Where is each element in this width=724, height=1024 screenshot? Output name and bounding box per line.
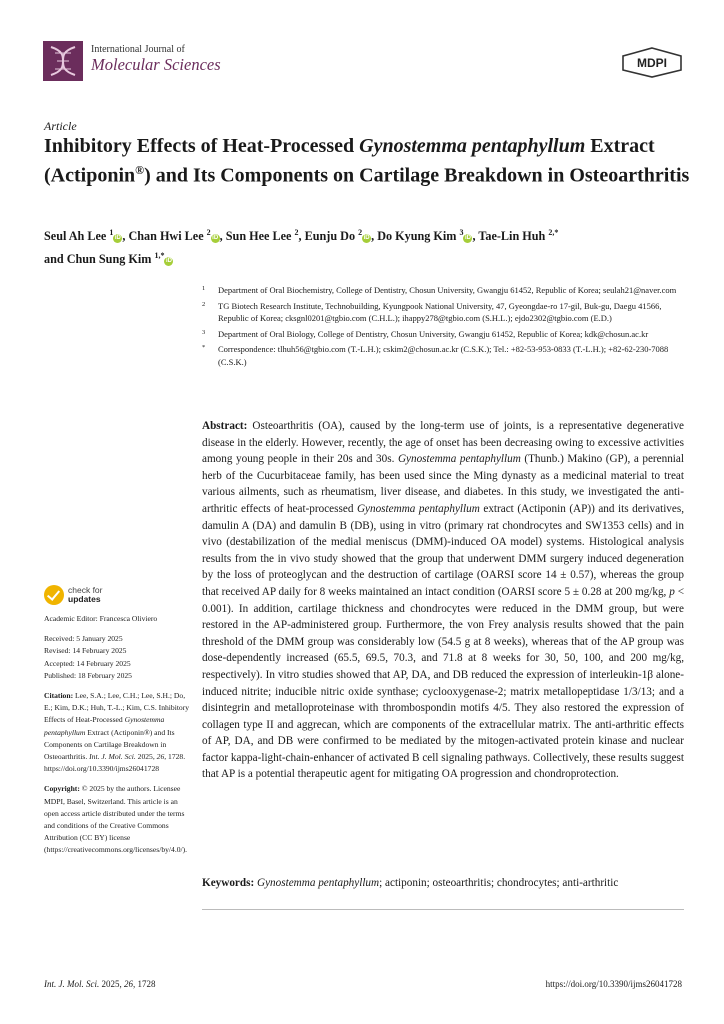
journal-name-line1: International Journal of xyxy=(91,44,185,55)
affiliation-item: * Correspondence: tlhuh56@tgbio.com (T.-L.H.); cskim2@chosun.ac.kr (C.S.K.); Tel.: +82-53-953-0833 (T.-L.H.); +82-62-230-7088 (C.S.K.) xyxy=(202,344,669,367)
affiliation-item: 1 Department of Oral Biochemistry, College of Dentistry, Chosun University, Gwangju 61452, Republic of Korea; seulah21@naver.com xyxy=(202,285,677,295)
received-date: Received: 5 January 2025 xyxy=(44,634,123,644)
academic-editor: Academic Editor: Francesca Oliviero xyxy=(44,614,158,623)
accepted-date: Accepted: 14 February 2025 xyxy=(44,658,131,668)
footer-citation: Int. J. Mol. Sci. 2025, 26, 1728 xyxy=(44,979,156,989)
journal-name xyxy=(91,45,221,73)
footer-doi-link[interactable]: https://doi.org/10.3390/ijms26041728 xyxy=(545,979,682,989)
author[interactable]: Chun Sung Kim $^{1,*}$iD xyxy=(66,251,172,267)
orcid-icon[interactable]: iD xyxy=(165,258,172,265)
published-date: Published: 18 February 2025 xyxy=(44,670,132,680)
author[interactable]: Tae-Lin Huh $^{2,*}$ xyxy=(478,228,559,244)
orcid-icon[interactable]: iD xyxy=(363,235,370,242)
keywords: Keywords: Gynostemma pentaphyllum; actiponin; osteoarthritis; chondrocytes; anti-arthritic xyxy=(202,877,619,889)
article-title: Inhibitory Effects of Heat-Processed Gynostemma pentaphyllum Extract (Actiponin®) and Its Components on Cartilage Breakdown in Osteoarthritis xyxy=(44,135,690,187)
check-icon xyxy=(44,585,64,605)
orcid-icon[interactable]: iD xyxy=(114,235,121,242)
abstract: Abstract: Osteoarthritis (OA), caused by the long-term use of joints, is a representative degenerative disease in the elderly. However, recently, the age of onset has been decreasing owing to excessive activities among young people in their 20s and 30s. Gynostemma pentaphyllum (Thunb.) Makino (GP), a perennial herb of the Cucurbitaceae family, has been used since the Ming dynasty as a medicinal material to treat various ailments, such as rheumatism, liver disease, and diabetes. In this study, we investigated the anti-arthritic effects of heat-processed Gynostemma pentaphyllum extract (Actiponin (AP)) and its derivatives, damulin A (DA) and damulin B (DB), using in vitro (primary rat chondrocytes and SW1353 cells) and in vivo (destabilization of the medial meniscus (DMM)-induced OA model) systems. Histological analysis results from the in vivo study showed that the group that underwent DMM surgery induced degeneration by the loss of proteoglycan and the destruction of cartilage (OARSI score 14 ± 0.57), whereas the group that received AP daily for 8 weeks maintained an intact condition (OARSI score 5 ± 0.28 at 200 mg/kg, p < 0.001). In addition, cartilage thickness and chondrocytes were reduced in the DMM group, but were restored in the AP-administered group. Furthermore, the von Frey analysis results showed that the pain threshold of the DMM group was considerably low (54.5 g at 8 weeks), whereas that of the AP group was dose-dependently increased (65.5, 69.5, 70.3, and 71.8 at 8 weeks for 30, 50, 100, and 200 mg/kg, respectively). In vitro studies showed that AP, DA, and DB reduced the expression of interleukin-1β alone-induced nitrite; inducible nitric oxide synthase; cyclooxygenase-2; matrix metallopeptidase 1/3/13; and a disintegrin and metalloproteinase with thrombospondin motifs 4/5. They also restored the expression of collagen type II and aggrecan, which are components of the extracellular matrix. The anti-arthritic effects of AP, DA, and DB were confirmed to be mediated by the mitogen-activated protein kinase and nuclear factor kappa-light-chain-enhancer of activated B cell signaling pathways. Collectively, these results suggest that AP is a potential therapeutic agent for mitigating OA progression and chondroprotection. xyxy=(202,420,685,781)
dna-helix-icon xyxy=(43,41,83,81)
author[interactable]: Seul Ah Lee $^1$iD xyxy=(44,228,121,244)
mdpi-hexagon-icon xyxy=(621,47,683,78)
affiliations xyxy=(202,284,692,372)
mdpi-logo xyxy=(621,47,683,78)
article-type: Article xyxy=(44,119,77,133)
affiliation-item: 3 Department of Oral Biology, College of Dentistry, Chosun University, Gwangju 61452, Republic of Korea; kdk@chosun.ac.kr xyxy=(202,328,649,339)
divider xyxy=(202,909,684,910)
orcid-icon[interactable]: iD xyxy=(464,235,471,242)
copyright: Copyright: © 2025 by the authors. Licensee MDPI, Basel, Switzerland. This article is an open access article distributed under the terms and conditions of the Creative Commons Attribution (CC BY) license (https://creativecommons.org/licenses/by/4.0/). xyxy=(44,784,188,855)
svg-text:MDPI: MDPI xyxy=(637,56,667,70)
author-list: Seul Ah Lee $^1$iD , Chan Hwi Lee $^2$iD , Sun Hee Lee $^2$, Eunju Do $^2$iD , Do Kyung Kim $^3$iD , Tae-Lin Huh $^{2,*}$ and Chun Sung Kim $^{1,*}$iD xyxy=(44,228,559,267)
journal-logo xyxy=(43,41,83,81)
author[interactable]: Eunju Do $^2$iD xyxy=(304,228,370,244)
journal-name-line2: Molecular Sciences xyxy=(91,54,221,74)
orcid-icon[interactable]: iD xyxy=(212,235,219,242)
author[interactable]: Sun Hee Lee $^2$ xyxy=(225,228,299,244)
article-info-sidebar xyxy=(44,613,190,857)
author[interactable]: Do Kyung Kim $^3$iD xyxy=(377,228,471,244)
revised-date: Revised: 14 February 2025 xyxy=(44,646,127,656)
author[interactable]: Chan Hwi Lee $^2$iD xyxy=(128,228,219,244)
affiliation-item: 2 TG Biotech Research Institute, Technobuilding, Kyungpook National University, 47, Gyeongdae-ro 17-gil, Buk-gu, Daegu 41566, Republic of Korea; cksgnl0201@tgbio.com (C.H.L.); ihappy278@tgbio.com (S.H.L.); ejdo2302@tgbio.com (E.D.) xyxy=(202,300,662,324)
citation: Citation: Lee, S.A.; Lee, C.H.; Lee, S.H.; Do, E.; Kim, D.K.; Huh, T.-L.; Kim, C.S. Inhibitory Effects of Heat-Processed Gynostemma pentaphyllum Extract (Actiponin®) and Its Components on Cartilage Breakdown in Osteoarthritis. Int. J. Mol. Sci. 2025, 26, 1728. https://doi.org/10.3390/ijms26041728 xyxy=(44,691,190,774)
